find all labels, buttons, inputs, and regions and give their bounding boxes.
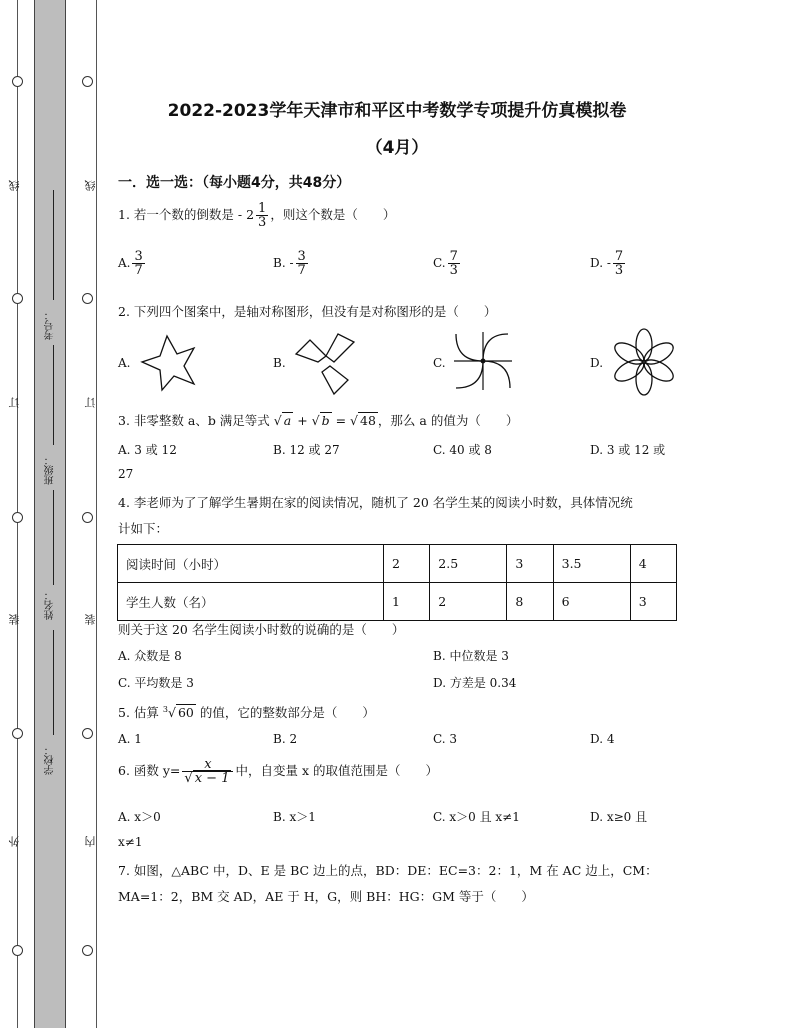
option-c[interactable]: C. x＞0 且 x≠1: [433, 810, 520, 824]
option-b[interactable]: B. 12 或 27: [273, 443, 340, 457]
table-cell: 4: [630, 545, 676, 583]
option-d[interactable]: D. - $\frac{7}{3}$: [590, 249, 624, 278]
table-cell: 2: [430, 583, 507, 621]
star-figure: [132, 326, 202, 396]
margin-char: 线: [84, 180, 97, 191]
table-cell: 学生人数（名）: [118, 583, 384, 621]
fraction: $\frac{x}{√ x - 1}$: [182, 758, 233, 785]
margin-char: 装: [8, 614, 21, 625]
option-d[interactable]: D. x≥0 且: [590, 810, 648, 824]
field-line: [53, 490, 54, 585]
option-c[interactable]: C. 40 或 8: [433, 443, 492, 457]
question-1: [118, 202, 395, 229]
question-4: 4. 李老师为了了解学生暑期在家的阅读情况，随机了 20 名学生某的阅读小时数，具体情况统: [118, 495, 633, 510]
question-text: ，则这个数是（ ）: [270, 207, 396, 222]
margin-char: 外: [8, 836, 21, 847]
margin-char: 订: [84, 397, 97, 408]
binding-hole: [12, 945, 23, 956]
option-a[interactable]: A. x＞0: [118, 810, 161, 824]
table-cell: 2.5: [430, 545, 507, 583]
table-cell: 阅读时间（小时）: [118, 545, 384, 583]
table-cell: 3: [630, 583, 676, 621]
option-c[interactable]: C. 3: [433, 732, 458, 746]
question-7-cont: MA=1：2，BM 交 AD，AE 于 H，G，则 BH：HG：GM 等于（ ）: [118, 889, 534, 904]
option-c[interactable]: C. 平均数是 3: [118, 676, 194, 690]
table-cell: 1: [384, 583, 430, 621]
option-b[interactable]: B. x＞1: [273, 810, 316, 824]
option-a[interactable]: A. 3 或 12: [118, 443, 177, 457]
binding-hole: [82, 945, 93, 956]
option-a[interactable]: A. 1: [118, 732, 142, 746]
field-label-name: 姓名：: [45, 590, 56, 620]
option-d[interactable]: D. 4: [590, 732, 615, 746]
windmill-figure: [448, 326, 518, 396]
binding-hole: [82, 76, 93, 87]
binding-hole: [12, 728, 23, 739]
option-d-wrap: 27: [118, 467, 134, 481]
table-row: [118, 545, 677, 583]
question-3: 3. 非零整数 a、b 满足等式 √ a + √ b = √ 48 ，那么 a 的值为（ ）: [118, 413, 519, 428]
option-d[interactable]: D.: [590, 356, 604, 370]
field-label-exam-no: 考号：: [45, 310, 56, 340]
table-cell: 8: [507, 583, 553, 621]
field-line: [53, 190, 54, 300]
field-line: [53, 630, 54, 735]
question-6: 6. 函数 y= $\frac{x}{√ x - 1}$ 中，自变量 x 的取值范围是（ ）: [118, 757, 438, 786]
table-cell: 3: [507, 545, 553, 583]
binding-hole: [12, 293, 23, 304]
question-5: 5. 估算 $^3$√ 60 的值，它的整数部分是（ ）: [118, 704, 375, 720]
reading-table: [117, 544, 677, 621]
question-7: 7. 如图，△ABC 中，D、E 是 BC 边上的点，BD：DE：EC=3：2：1，M 在 AC 边上，CM：: [118, 863, 658, 878]
question-4-cont: 计如下：: [118, 521, 169, 536]
table-row: [118, 583, 677, 621]
margin-char: 内: [84, 836, 97, 847]
binding-hole: [12, 512, 23, 523]
option-b[interactable]: B.: [273, 356, 286, 370]
question-text: 1. 若一个数的倒数是 - 2: [118, 207, 255, 222]
section-heading: 一．选一选：（每小题4分，共48分）: [118, 175, 351, 191]
option-d[interactable]: D. 3 或 12 或: [590, 443, 666, 457]
page-subtitle: （4月）: [365, 138, 429, 158]
table-cell: 3.5: [553, 545, 630, 583]
binding-hole: [82, 512, 93, 523]
option-b[interactable]: B. 2: [273, 732, 298, 746]
option-a[interactable]: A.: [118, 356, 131, 370]
field-label-class: 班级：: [45, 455, 56, 485]
margin-char: 订: [8, 397, 21, 408]
margin-char: 装: [84, 614, 97, 625]
option-a[interactable]: A. 众数是 8: [118, 649, 182, 663]
option-a[interactable]: A. $\frac{3}{7}$: [118, 249, 143, 278]
option-d[interactable]: D. 方差是 0.34: [433, 676, 517, 690]
field-line: [53, 345, 54, 445]
margin-char: 线: [8, 180, 21, 191]
option-b[interactable]: B. - $\frac{3}{7}$: [273, 249, 306, 278]
binding-hole: [82, 728, 93, 739]
page-title: 2022-2023学年天津市和平区中考数学专项提升仿真模拟卷: [167, 101, 627, 121]
binding-hole: [12, 76, 23, 87]
pinwheel-figure: [290, 326, 362, 398]
option-b[interactable]: B. 中位数是 3: [433, 649, 509, 663]
table-cell: 2: [384, 545, 430, 583]
option-d-wrap: x≠1: [118, 835, 143, 849]
option-c[interactable]: C. $\frac{7}{3}$: [433, 249, 458, 278]
question-2: 2. 下列四个图案中，是轴对称图形，但没有是对称图形的是（ ）: [118, 304, 497, 319]
fraction: $\frac{1}{3}$: [258, 201, 267, 230]
binding-hole: [82, 293, 93, 304]
flower-figure: [608, 326, 680, 398]
option-c[interactable]: C.: [433, 356, 446, 370]
question-4-stem: 则关于这 20 名学生阅读小时数的说确的是（ ）: [118, 622, 405, 637]
field-label-school: 学校：: [45, 745, 56, 775]
table-cell: 6: [553, 583, 630, 621]
